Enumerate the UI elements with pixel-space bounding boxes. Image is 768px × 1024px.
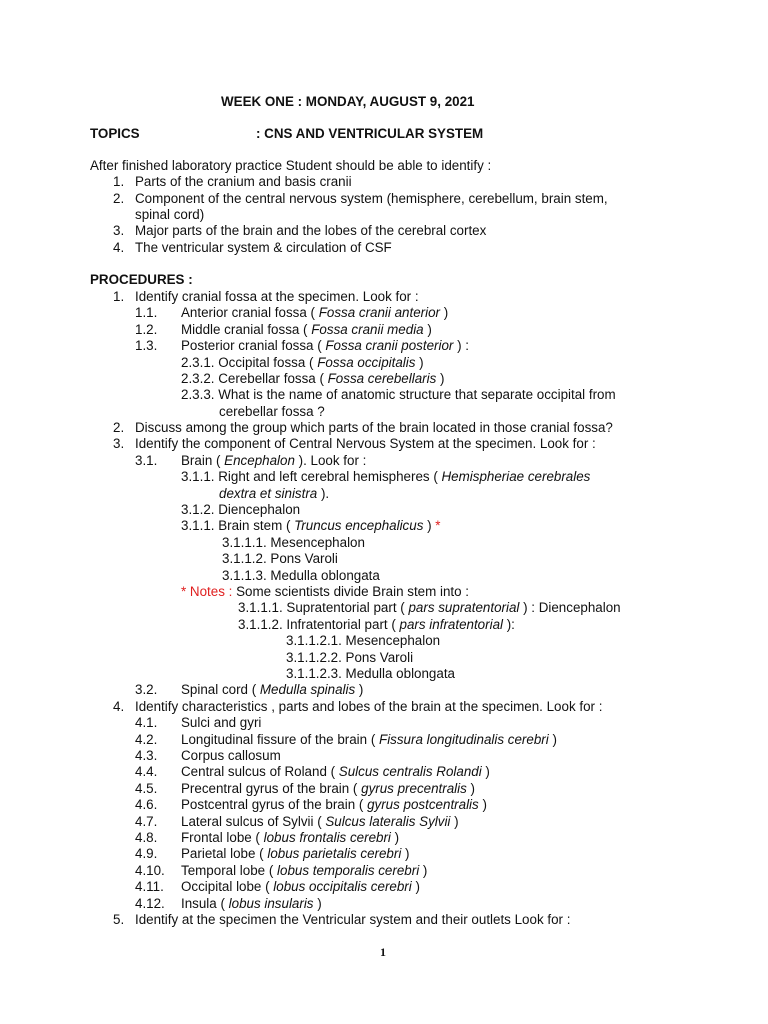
list-item: Postcentral gyrus of the brain ( gyrus postcentralis ) [181, 797, 487, 812]
list-number: 4. [113, 699, 125, 714]
asterisk-marker: * [435, 518, 441, 533]
list-number: 3.2. [135, 682, 158, 697]
list-item: Brain ( Encephalon ). Look for : [181, 453, 367, 468]
list-item: 3.1.1.2. Pons Varoli [222, 551, 338, 566]
list-number: 5. [113, 912, 125, 927]
list-number: 2. [113, 420, 125, 435]
list-item: 3.1.2. Diencephalon [181, 502, 301, 517]
list-number: 4.3. [135, 748, 158, 763]
list-item: Longitudinal fissure of the brain ( Fissura longitudinalis cerebri ) [181, 732, 557, 747]
list-item: 3.1.1.3. Medulla oblongata [222, 568, 380, 583]
list-item: Identify the component of Central Nervous System at the specimen. Look for : [135, 436, 596, 451]
week-heading: WEEK ONE : MONDAY, AUGUST 9, 2021 [221, 94, 475, 109]
list-number: 1.1. [135, 305, 158, 320]
list-item: 3.1.1.2.1. Mesencephalon [286, 633, 441, 648]
page-number: 1 [380, 945, 386, 959]
list-number: 2. [113, 191, 125, 206]
list-number: 3. [113, 436, 125, 451]
list-item: Sulci and gyri [181, 715, 262, 730]
list-item: 2.3.1. Occipital fossa ( Fossa occipitalis ) [181, 355, 424, 370]
list-item: Discuss among the group which parts of the brain located in those cranial fossa? [135, 420, 613, 435]
list-number: 4.4. [135, 764, 158, 779]
list-item: Corpus callosum [181, 748, 281, 763]
list-item: The ventricular system & circulation of CSF [135, 240, 392, 255]
list-item: Parietal lobe ( lobus parietalis cerebri ) [181, 846, 410, 861]
list-item: Identify at the specimen the Ventricular system and their outlets Look for : [135, 912, 571, 927]
list-item: 3.1.1. Right and left cerebral hemispheres ( Hemispheriae cerebrales [181, 469, 591, 484]
list-number: 4.11. [135, 879, 164, 894]
list-item-continuation: cerebellar fossa ? [219, 404, 325, 419]
list-item: Insula ( lobus insularis ) [181, 896, 322, 911]
list-number: 3.1. [135, 453, 158, 468]
topics-label: TOPICS [90, 126, 140, 141]
list-number: 4.1. [135, 715, 158, 730]
list-item: Anterior cranial fossa ( Fossa cranii anterior ) [181, 305, 449, 320]
notes-line: * Notes : Some scientists divide Brain stem into : [181, 584, 470, 599]
list-item: Lateral sulcus of Sylvii ( Sulcus lateralis Sylvii ) [181, 814, 459, 829]
procedures-heading: PROCEDURES : [90, 272, 193, 287]
list-number: 4.10. [135, 863, 165, 878]
intro-text: After finished laboratory practice Student should be able to identify : [90, 158, 492, 173]
list-item-continuation: dextra et sinistra ). [219, 486, 330, 501]
list-item: Occipital lobe ( lobus occipitalis cerebri ) [181, 879, 420, 894]
list-item: Major parts of the brain and the lobes of the cerebral cortex [135, 223, 487, 238]
list-item: 3.1.1.2. Infratentorial part ( pars infratentorial ): [238, 617, 515, 632]
list-number: 4. [113, 240, 125, 255]
list-item: Spinal cord ( Medulla spinalis ) [181, 682, 364, 697]
list-number: 4.7. [135, 814, 158, 829]
list-item: Central sulcus of Roland ( Sulcus centralis Rolandi ) [181, 764, 490, 779]
list-item: 2.3.2. Cerebellar fossa ( Fossa cerebellaris ) [181, 371, 445, 386]
list-number: 3. [113, 223, 125, 238]
list-item: Component of the central nervous system (hemisphere, cerebellum, brain stem, [135, 191, 608, 206]
list-number: 4.8. [135, 830, 158, 845]
list-item: 3.1.1.2.2. Pons Varoli [286, 650, 414, 665]
list-number: 1. [113, 174, 125, 189]
list-item: 3.1.1.1. Mesencephalon [222, 535, 365, 550]
list-item: Middle cranial fossa ( Fossa cranii media ) [181, 322, 432, 337]
list-item: Parts of the cranium and basis cranii [135, 174, 352, 189]
list-item: Frontal lobe ( lobus frontalis cerebri ) [181, 830, 400, 845]
list-item: Identify characteristics , parts and lobes of the brain at the specimen. Look for : [135, 699, 603, 714]
list-number: 4.9. [135, 846, 158, 861]
list-item: 3.1.1.2.3. Medulla oblongata [286, 666, 455, 681]
notes-label: * Notes : [181, 584, 233, 599]
list-number: 4.5. [135, 781, 158, 796]
list-number: 4.6. [135, 797, 158, 812]
list-number: 1.3. [135, 338, 158, 353]
list-item: Posterior cranial fossa ( Fossa cranii posterior ) : [181, 338, 470, 353]
list-number: 4.12. [135, 896, 165, 911]
list-item: Identify cranial fossa at the specimen. Look for : [135, 289, 419, 304]
list-item: 3.1.1. Brain stem ( Truncus encephalicus ) * [181, 518, 441, 533]
list-item-continuation: spinal cord) [135, 207, 205, 222]
list-item: Precentral gyrus of the brain ( gyrus precentralis ) [181, 781, 475, 796]
list-number: 1.2. [135, 322, 158, 337]
list-item: 3.1.1.1. Supratentorial part ( pars supratentorial ) : Diencephalon [238, 600, 621, 615]
list-item: 2.3.3. What is the name of anatomic structure that separate occipital from [181, 387, 616, 402]
list-number: 1. [113, 289, 125, 304]
topics-value: : CNS AND VENTRICULAR SYSTEM [256, 126, 484, 141]
list-number: 4.2. [135, 732, 158, 747]
list-item: Temporal lobe ( lobus temporalis cerebri ) [181, 863, 428, 878]
